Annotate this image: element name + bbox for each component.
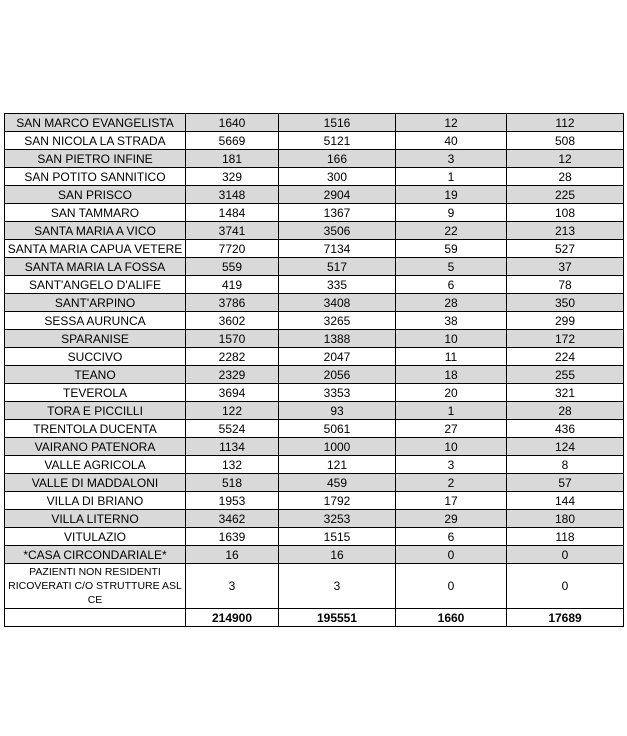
value-col-1-cell: 559 [186,258,279,276]
value-col-4-cell: 112 [507,114,624,132]
value-col-2-cell: 3253 [279,510,396,528]
value-col-4-cell: 12 [507,150,624,168]
municipality-name-cell: SAN NICOLA LA STRADA [5,132,186,150]
table-row [5,240,624,258]
municipality-name-cell: TEVEROLA [5,384,186,402]
table-row [5,168,624,186]
value-col-2-cell: 2047 [279,348,396,366]
value-col-4-cell: 37 [507,258,624,276]
table-row [5,474,624,492]
value-col-3-cell: 40 [396,132,507,150]
table-row [5,402,624,420]
table-row [5,204,624,222]
value-col-4-cell: 78 [507,276,624,294]
value-col-2-cell: 93 [279,402,396,420]
table-row [5,186,624,204]
value-col-1-cell: 3148 [186,186,279,204]
value-col-2-cell: 300 [279,168,396,186]
municipality-name-cell: TORA E PICCILLI [5,402,186,420]
value-col-3-cell: 11 [396,348,507,366]
municipality-data-table [4,113,624,627]
value-col-2-cell: 16 [279,546,396,564]
value-col-4-cell: 28 [507,402,624,420]
value-col-2-cell: 5121 [279,132,396,150]
value-col-4-cell: 255 [507,366,624,384]
value-col-1-cell: 1640 [186,114,279,132]
table-row [5,348,624,366]
value-col-4-cell: 0 [507,546,624,564]
value-col-3-cell: 6 [396,528,507,546]
value-col-2-cell: 1000 [279,438,396,456]
value-col-4-cell: 224 [507,348,624,366]
municipality-name-cell: SESSA AURUNCA [5,312,186,330]
municipality-name-cell: SANTA MARIA CAPUA VETERE [5,240,186,258]
value-col-4-cell: 213 [507,222,624,240]
municipality-name-cell: VALLE DI MADDALONI [5,474,186,492]
municipality-name-cell: VAIRANO PATENORA [5,438,186,456]
value-col-1-cell: 5524 [186,420,279,438]
value-col-4-cell: 28 [507,168,624,186]
municipality-name-cell: SAN PRISCO [5,186,186,204]
total-col-1-cell: 214900 [186,609,279,627]
municipality-name-cell: VITULAZIO [5,528,186,546]
municipality-name-cell: TRENTOLA DUCENTA [5,420,186,438]
table-row [5,258,624,276]
value-col-4-cell: 0 [507,564,624,609]
table-row [5,132,624,150]
value-col-4-cell: 8 [507,456,624,474]
value-col-3-cell: 2 [396,474,507,492]
value-col-2-cell: 3353 [279,384,396,402]
municipality-name-cell: SAN POTITO SANNITICO [5,168,186,186]
value-col-2-cell: 3265 [279,312,396,330]
value-col-4-cell: 180 [507,510,624,528]
value-col-3-cell: 9 [396,204,507,222]
value-col-1-cell: 1570 [186,330,279,348]
value-col-3-cell: 20 [396,384,507,402]
municipality-name-cell: *CASA CIRCONDARIALE* [5,546,186,564]
value-col-1-cell: 518 [186,474,279,492]
municipality-name-cell: SAN PIETRO INFINE [5,150,186,168]
value-col-1-cell: 3602 [186,312,279,330]
value-col-3-cell: 38 [396,312,507,330]
table-row [5,150,624,168]
table-row [5,366,624,384]
value-col-4-cell: 57 [507,474,624,492]
value-col-2-cell: 166 [279,150,396,168]
value-col-3-cell: 3 [396,150,507,168]
value-col-1-cell: 3 [186,564,279,609]
value-col-1-cell: 3741 [186,222,279,240]
value-col-1-cell: 1953 [186,492,279,510]
value-col-3-cell: 59 [396,240,507,258]
table-row [5,312,624,330]
value-col-2-cell: 459 [279,474,396,492]
value-col-1-cell: 132 [186,456,279,474]
value-col-4-cell: 124 [507,438,624,456]
value-col-2-cell: 7134 [279,240,396,258]
value-col-1-cell: 3786 [186,294,279,312]
value-col-1-cell: 122 [186,402,279,420]
value-col-2-cell: 121 [279,456,396,474]
municipality-name-cell: SUCCIVO [5,348,186,366]
value-col-3-cell: 1 [396,168,507,186]
value-col-3-cell: 12 [396,114,507,132]
value-col-3-cell: 10 [396,330,507,348]
value-col-2-cell: 1516 [279,114,396,132]
table-row [5,510,624,528]
municipality-name-cell: SANTA MARIA LA FOSSA [5,258,186,276]
value-col-4-cell: 527 [507,240,624,258]
value-col-1-cell: 2282 [186,348,279,366]
municipality-name-cell: VILLA DI BRIANO [5,492,186,510]
value-col-1-cell: 16 [186,546,279,564]
value-col-1-cell: 1484 [186,204,279,222]
value-col-3-cell: 22 [396,222,507,240]
value-col-3-cell: 29 [396,510,507,528]
value-col-4-cell: 321 [507,384,624,402]
table-row [5,294,624,312]
municipality-name-cell: SANTA MARIA A VICO [5,222,186,240]
value-col-1-cell: 3462 [186,510,279,528]
table-row [5,456,624,474]
table-row [5,384,624,402]
value-col-3-cell: 3 [396,456,507,474]
table-row [5,438,624,456]
value-col-3-cell: 18 [396,366,507,384]
table-body [5,114,624,627]
value-col-2-cell: 3408 [279,294,396,312]
value-col-1-cell: 2329 [186,366,279,384]
table-row [5,546,624,564]
table-row [5,222,624,240]
value-col-2-cell: 1792 [279,492,396,510]
value-col-2-cell: 2056 [279,366,396,384]
value-col-4-cell: 172 [507,330,624,348]
municipality-name-cell: PAZIENTI NON RESIDENTI RICOVERATI C/O STRUTTURE ASL CE [5,564,186,609]
value-col-1-cell: 5669 [186,132,279,150]
value-col-1-cell: 7720 [186,240,279,258]
municipality-name-cell: VILLA LITERNO [5,510,186,528]
totals-label-cell [5,609,186,627]
table-row [5,276,624,294]
table-row [5,330,624,348]
value-col-4-cell: 144 [507,492,624,510]
value-col-4-cell: 508 [507,132,624,150]
value-col-2-cell: 1388 [279,330,396,348]
value-col-3-cell: 6 [396,276,507,294]
municipality-name-cell: SPARANISE [5,330,186,348]
value-col-3-cell: 28 [396,294,507,312]
value-col-3-cell: 0 [396,546,507,564]
value-col-2-cell: 1515 [279,528,396,546]
value-col-2-cell: 2904 [279,186,396,204]
total-col-4-cell: 17689 [507,609,624,627]
value-col-4-cell: 225 [507,186,624,204]
value-col-3-cell: 27 [396,420,507,438]
table-row [5,420,624,438]
total-col-2-cell: 195551 [279,609,396,627]
value-col-1-cell: 1134 [186,438,279,456]
value-col-4-cell: 350 [507,294,624,312]
value-col-3-cell: 1 [396,402,507,420]
totals-row [5,609,624,627]
total-col-3-cell: 1660 [396,609,507,627]
value-col-4-cell: 108 [507,204,624,222]
table-row [5,492,624,510]
value-col-3-cell: 17 [396,492,507,510]
table-row [5,114,624,132]
value-col-1-cell: 181 [186,150,279,168]
value-col-2-cell: 5061 [279,420,396,438]
value-col-1-cell: 1639 [186,528,279,546]
value-col-1-cell: 329 [186,168,279,186]
value-col-3-cell: 10 [396,438,507,456]
value-col-2-cell: 517 [279,258,396,276]
value-col-2-cell: 335 [279,276,396,294]
municipality-name-cell: SANT'ARPINO [5,294,186,312]
municipality-name-cell: SANT'ANGELO D'ALIFE [5,276,186,294]
municipality-name-cell: SAN MARCO EVANGELISTA [5,114,186,132]
value-col-4-cell: 436 [507,420,624,438]
table-row [5,564,624,609]
value-col-3-cell: 0 [396,564,507,609]
value-col-4-cell: 118 [507,528,624,546]
value-col-3-cell: 5 [396,258,507,276]
value-col-2-cell: 3506 [279,222,396,240]
municipality-name-cell: TEANO [5,366,186,384]
value-col-2-cell: 3 [279,564,396,609]
value-col-2-cell: 1367 [279,204,396,222]
value-col-3-cell: 19 [396,186,507,204]
municipality-name-cell: VALLE AGRICOLA [5,456,186,474]
value-col-4-cell: 299 [507,312,624,330]
value-col-1-cell: 3694 [186,384,279,402]
value-col-1-cell: 419 [186,276,279,294]
table-row [5,528,624,546]
municipality-name-cell: SAN TAMMARO [5,204,186,222]
